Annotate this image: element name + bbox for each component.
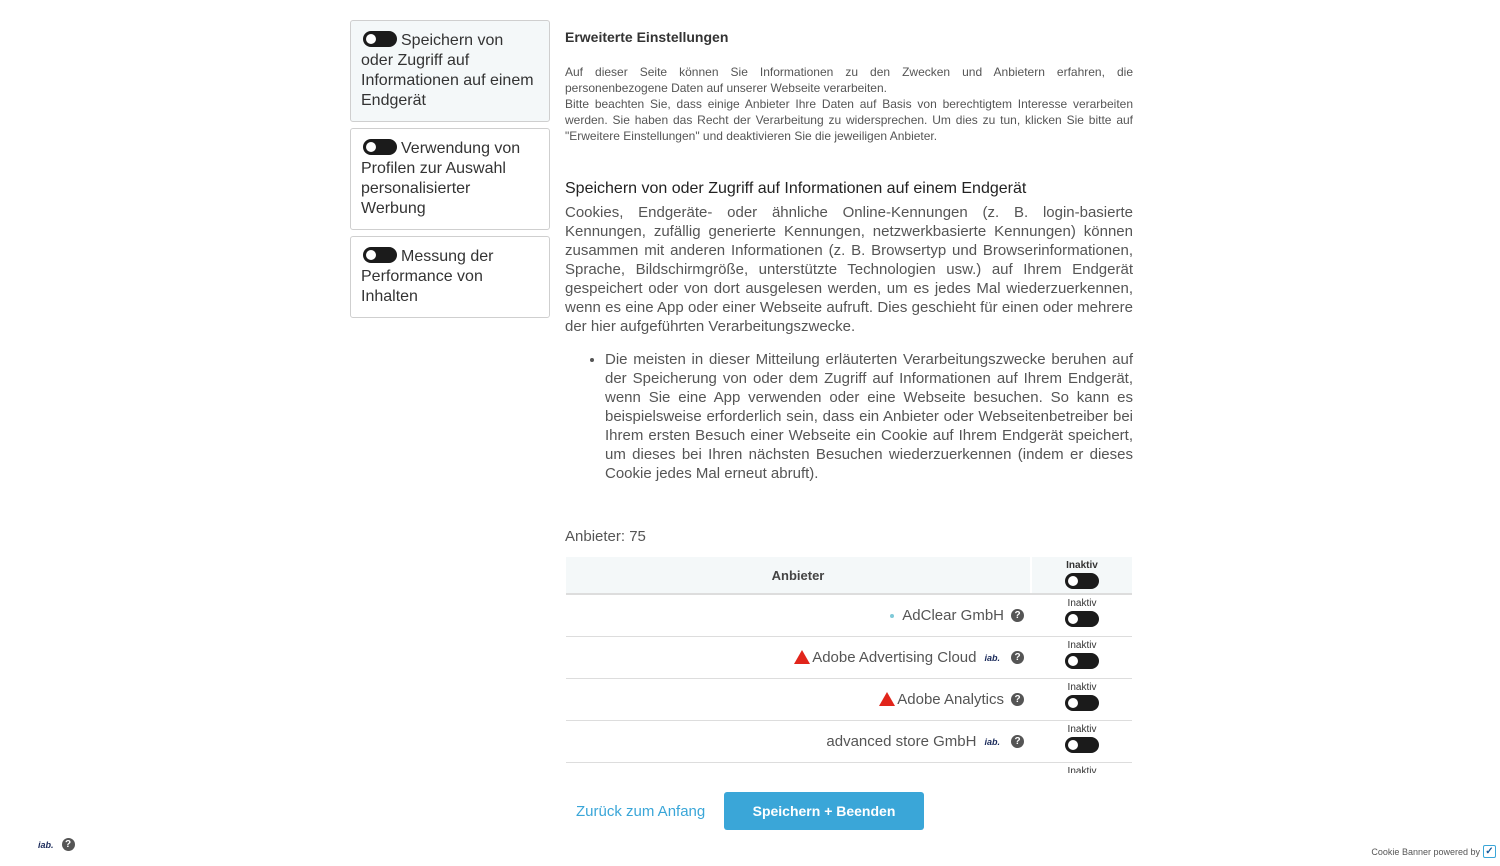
status-column-header <box>1032 557 1132 593</box>
help-icon[interactable]: ? <box>1011 735 1024 748</box>
purpose-card-content-performance[interactable] <box>350 236 550 318</box>
purpose-card-personalized-ads[interactable] <box>350 128 550 230</box>
vendor-toggle[interactable] <box>1065 653 1099 669</box>
table-row <box>566 679 1132 721</box>
purpose-toggle-personalized-ads[interactable] <box>363 139 397 155</box>
page-title: Erweiterte Einstellungen <box>565 29 729 45</box>
intro-text <box>565 64 1133 144</box>
dot-icon <box>890 614 894 618</box>
intro-paragraph-2: Bitte beachten Sie, dass einige Anbieter Ihre Daten auf Basis von berechtigtem Interesse verarbeiten werden. Sie haben das Recht der Verarbeitung zu widersprechen. Um dies zu tun, klicken Sie bitte auf "Erweitere Einstellungen" und deaktivieren Sie die jeweiligen Anbieter. <box>565 97 1133 143</box>
toggle-all-vendors[interactable] <box>1065 573 1099 589</box>
status-label: Inaktiv <box>1067 640 1097 651</box>
table-row <box>566 637 1132 679</box>
purpose-detail-item: • Die meisten in dieser Mitteilung erläuterten Verarbeitungszwecke beruhen auf der Speicherung von oder dem Zugriff auf Informationen auf Ihrem Endgerät, wenn Sie eine App verwenden oder eine Webseite besuchen. So kann es beispielsweise erforderlich sein, dass ein Anbieter oder Webseitenbetreiber bei Ihrem ersten Besuch einer Webseite ein Cookie auf Ihrem Endgerät speichert, um dieses bei Ihren nächsten Besuchen wiederzuerkennen (indem er dieses Cookie jedes Mal erneut abruft). <box>605 350 1133 483</box>
vendor-name[interactable]: Adobe Advertising Cloud <box>812 649 977 666</box>
vendor-status-cell <box>1032 721 1132 762</box>
help-icon[interactable]: ? <box>62 838 75 851</box>
purpose-card-label: Speichern von oder Zugriff auf Informationen auf einem Endgerät <box>361 32 534 109</box>
vendor-name-cell <box>566 679 1030 720</box>
vendor-name-cell <box>566 595 1030 636</box>
vendor-column-header: Anbieter <box>566 557 1030 593</box>
main-content <box>565 20 1133 483</box>
help-icon[interactable]: ? <box>1011 651 1024 664</box>
purpose-card-label: Messung der Performance von Inhalten <box>361 248 494 305</box>
powered-by-text: Cookie Banner powered by <box>1371 846 1480 857</box>
checkmark-logo-icon[interactable]: ✓ <box>1483 845 1496 858</box>
vendor-table-header <box>566 557 1132 595</box>
vendor-toggle[interactable] <box>1065 737 1099 753</box>
purpose-sidebar <box>350 20 550 324</box>
iab-icon: iab. <box>984 652 1000 663</box>
vendor-status-cell <box>1032 763 1132 773</box>
help-icon[interactable]: ? <box>1011 693 1024 706</box>
back-to-top-link[interactable]: Zurück zum Anfang <box>576 803 706 820</box>
status-label: Inaktiv <box>1066 560 1098 571</box>
vendor-name-cell <box>566 637 1030 678</box>
vendor-status-cell <box>1032 595 1132 636</box>
table-row <box>566 595 1132 637</box>
vendor-name-cell <box>566 763 1030 773</box>
iab-icon[interactable]: iab. <box>38 839 54 850</box>
status-label: Inaktiv <box>1067 682 1097 693</box>
vendor-name[interactable]: Adobe Analytics <box>897 691 1004 708</box>
status-label: Inaktiv <box>1067 598 1097 609</box>
table-row <box>566 763 1132 773</box>
purpose-card-storage[interactable] <box>350 20 550 122</box>
powered-by <box>1371 845 1496 858</box>
vendor-status-cell <box>1032 679 1132 720</box>
intro-paragraph-1: Auf dieser Seite können Sie Informationen zu den Zwecken und Anbietern erfahren, die personenbezogene Daten auf unserer Webseite verarbeiten. <box>565 65 1133 95</box>
vendor-toggle[interactable] <box>1065 611 1099 627</box>
adobe-logo-icon <box>879 692 895 706</box>
vendor-table[interactable] <box>566 557 1132 773</box>
purpose-description: Cookies, Endgeräte- oder ähnliche Online-Kennungen (z. B. login-basierte Kennungen, zufällig generierte Kennungen, netzwerkbasierte Kennungen) können zusammen mit anderen Informationen (z. B. Browsertyp und Browserinformationen, Sprache, Bildschirmgröße, unterstützte Technologien usw.) auf Ihrem Endgerät gespeichert oder von dort ausgelesen werden, um es jedes Mal wiederzuerkennen, wenn es eine App oder einer Webseite aufruft. Dies geschieht für einen oder mehrere der hier aufgeführten Verarbeitungszwecke. <box>565 204 1133 335</box>
vendor-count: Anbieter: 75 <box>565 528 646 545</box>
purpose-toggle-content-performance[interactable] <box>363 247 397 263</box>
status-label: Inaktiv <box>1067 766 1097 773</box>
purpose-details-list <box>565 350 1133 483</box>
adobe-logo-icon <box>794 650 810 664</box>
vendor-name[interactable]: advanced store GmbH <box>826 733 977 750</box>
purpose-toggle-storage[interactable] <box>363 31 397 47</box>
purpose-title: Speichern von oder Zugriff auf Informationen auf einem Endgerät <box>565 180 1027 197</box>
status-label: Inaktiv <box>1067 724 1097 735</box>
footer-left-icons <box>38 838 75 851</box>
iab-icon: iab. <box>984 736 1000 747</box>
save-and-close-button[interactable]: Speichern + Beenden <box>724 792 924 830</box>
table-row <box>566 721 1132 763</box>
vendor-name-cell <box>566 721 1030 762</box>
vendor-toggle[interactable] <box>1065 695 1099 711</box>
help-icon[interactable]: ? <box>1011 609 1024 622</box>
purpose-card-label: Verwendung von Profilen zur Auswahl personalisierter Werbung <box>361 140 521 217</box>
vendor-name[interactable]: AdClear GmbH <box>902 607 1004 624</box>
vendor-status-cell <box>1032 637 1132 678</box>
